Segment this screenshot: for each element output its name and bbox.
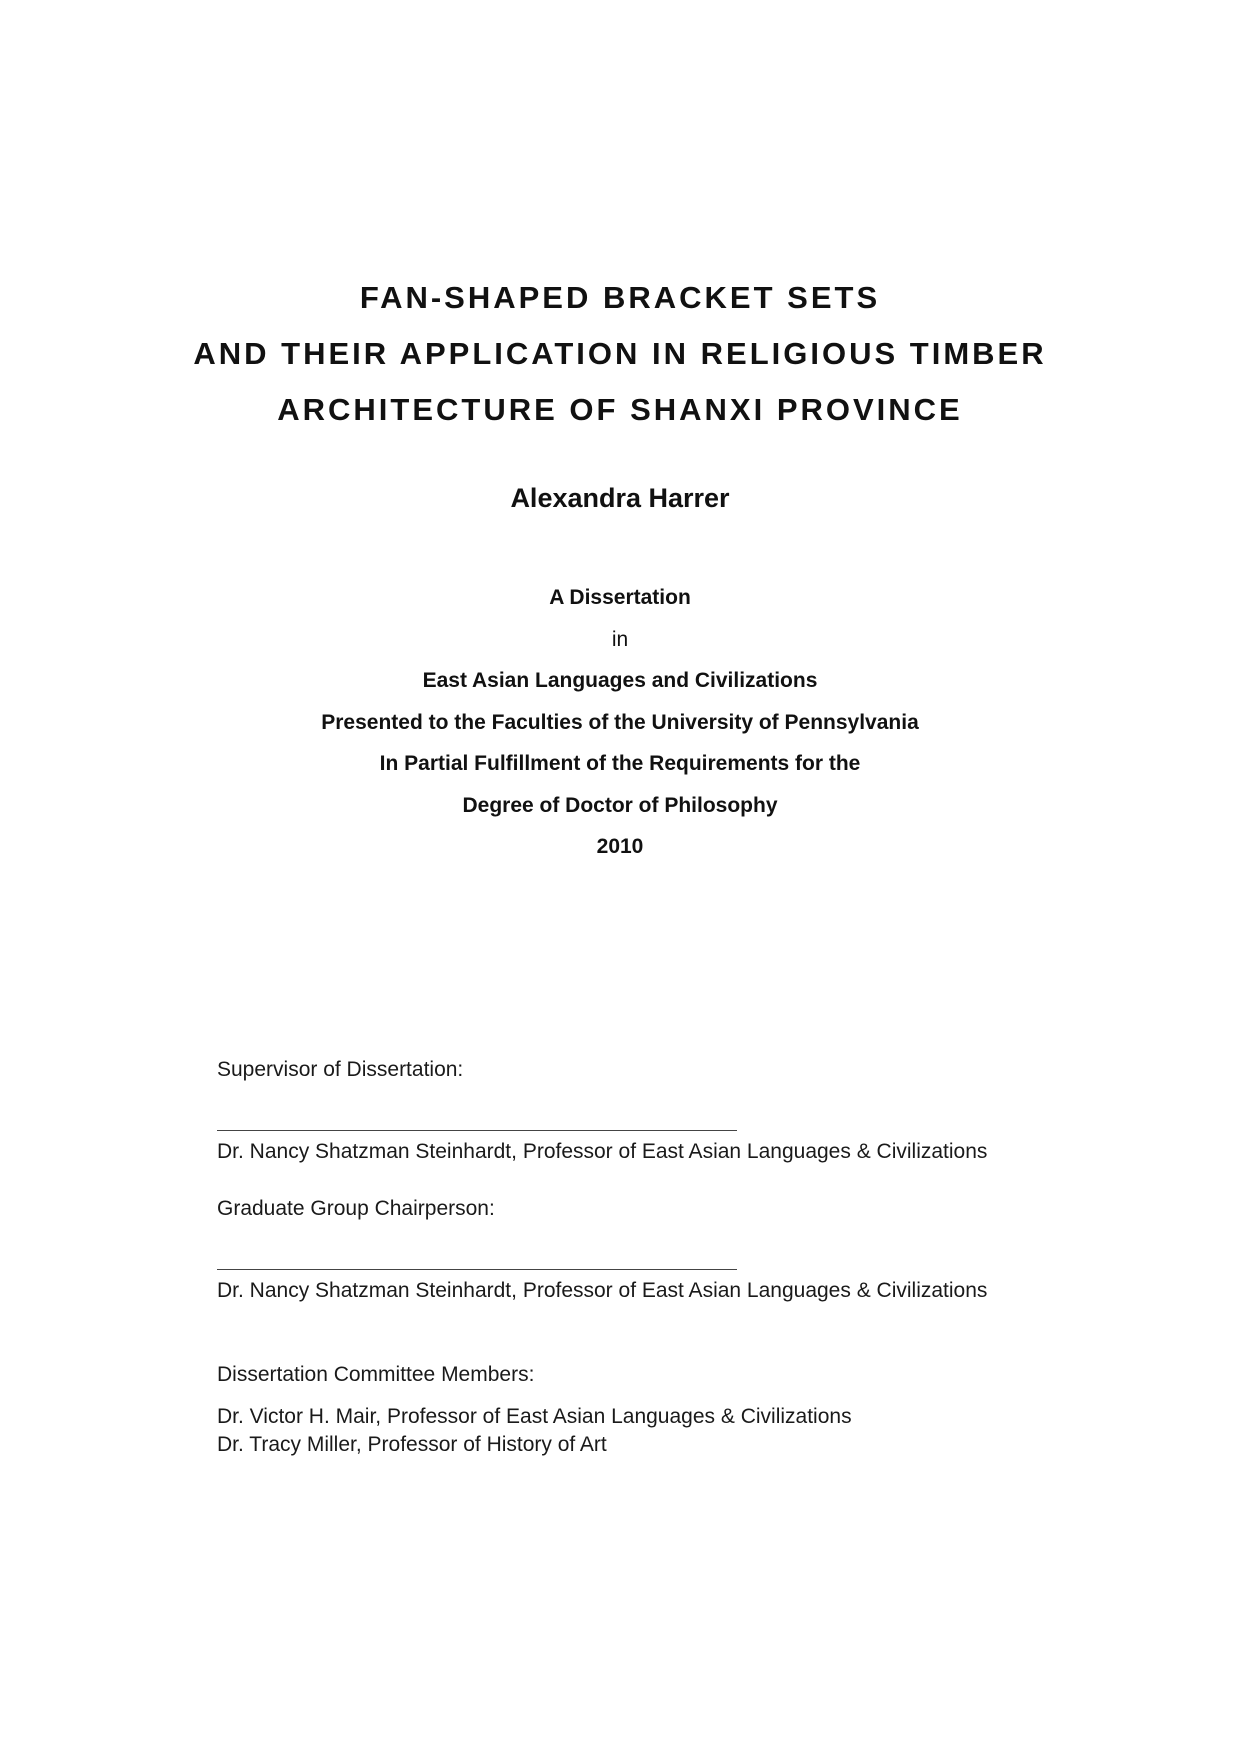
supervisor-name: Dr. Nancy Shatzman Steinhardt, Professor of East Asian Languages & Civilizations [217,1140,988,1163]
title-line-2: AND THEIR APPLICATION IN RELIGIOUS TIMBER [193,336,1047,371]
title-line-1: FAN-SHAPED BRACKET SETS [359,280,881,315]
department: East Asian Languages and Civilizations [422,669,818,692]
committee-member: Dr. Victor H. Mair, Professor of East Asian Languages & Civilizations [217,1405,852,1428]
author-name: Alexandra Harrer [510,483,730,513]
supervisor-signature-line [217,1130,737,1131]
fulfillment: In Partial Fulfillment of the Requirements for the [379,752,861,775]
chairperson-signature-line [217,1269,737,1270]
committee-member: Dr. Tracy Miller, Professor of History of Art [217,1433,607,1456]
chairperson-label: Graduate Group Chairperson: [217,1197,495,1220]
dissertation-type: A Dissertation [549,586,691,609]
supervisor-label: Supervisor of Dissertation: [217,1058,464,1081]
committee-label: Dissertation Committee Members: [217,1363,535,1386]
dissertation-info [0,577,1240,868]
chairperson-name: Dr. Nancy Shatzman Steinhardt, Professor of East Asian Languages & Civilizations [217,1279,988,1302]
presented-to: Presented to the Faculties of the University of Pennsylvania [321,710,919,734]
dissertation-in: in [611,627,629,651]
degree: Degree of Doctor of Philosophy [462,793,778,817]
title-line-3: ARCHITECTURE OF SHANXI PROVINCE [277,392,963,427]
year: 2010 [596,835,644,858]
dissertation-title [0,270,1240,438]
